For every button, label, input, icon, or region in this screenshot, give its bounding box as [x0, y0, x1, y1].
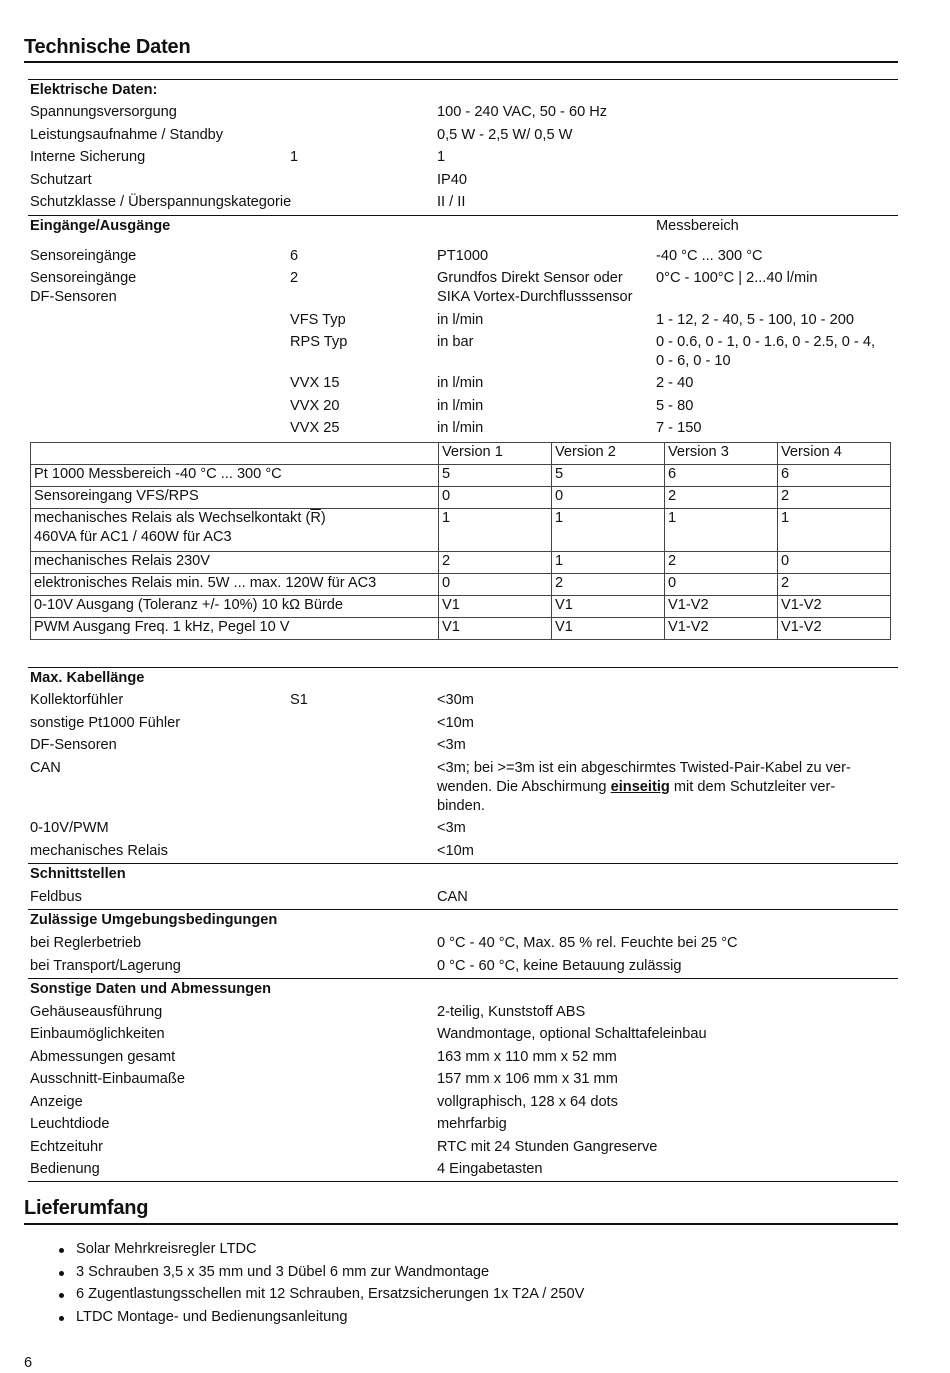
versions-table: [30, 442, 891, 640]
io-range: 0 - 0.6, 0 - 1, 0 - 1.6, 0 - 2.5, 0 - 4,: [656, 334, 876, 350]
table-cell: 1: [439, 509, 552, 552]
other-label: Gehäuseausführung: [30, 1004, 163, 1020]
title-rule: [24, 61, 898, 63]
cable-value: <10m: [437, 843, 474, 859]
io-type: in l/min: [437, 420, 484, 436]
section-header-electrical: Elektrische Daten:: [30, 82, 158, 98]
other-value: Wandmontage, optional Schalttafeleinbau: [437, 1026, 707, 1042]
page-title: Technische Daten: [24, 36, 191, 58]
cable-label: CAN: [30, 760, 61, 776]
interface-value: CAN: [437, 889, 468, 905]
io-type: in bar: [437, 334, 474, 350]
env-value: 0 °C - 40 °C, Max. 85 % rel. Feuchte bei 25 °C: [437, 935, 738, 951]
table-cell: 2: [778, 574, 891, 596]
table-row: [31, 509, 891, 552]
table-cell: 0: [778, 552, 891, 574]
cable-label: DF-Sensoren: [30, 737, 117, 753]
table-cell: 1: [665, 509, 778, 552]
table-cell: 2: [665, 552, 778, 574]
io-range: 0°C - 100°C | 2...40 l/min: [656, 270, 818, 286]
other-value: 157 mm x 106 mm x 31 mm: [437, 1071, 618, 1087]
table-cell: V1-V2: [665, 618, 778, 640]
table-cell: 5: [439, 465, 552, 487]
range-header: Messbereich: [656, 218, 739, 234]
table-cell: 6: [778, 465, 891, 487]
spec-label: Schutzart: [30, 172, 92, 188]
other-label: Leuchtdiode: [30, 1116, 110, 1132]
table-header-cell: [31, 443, 439, 465]
io-range: 5 - 80: [656, 398, 694, 414]
table-header-row: [31, 443, 891, 465]
table-cell: 1: [552, 552, 665, 574]
table-cell: 2: [665, 487, 778, 509]
spec-label: Schutzklasse / Überspannungskategorie: [30, 194, 292, 210]
cable-value: <3m: [437, 737, 466, 753]
table-row-label: mechanisches Relais 230V: [31, 552, 439, 574]
cable-label: mechanisches Relais: [30, 843, 168, 859]
io-type: Grundfos Direkt Sensor oder: [437, 270, 623, 286]
io-type-2: SIKA Vortex-Durchflusssensor: [437, 289, 633, 305]
interface-label: Feldbus: [30, 889, 82, 905]
table-cell: V1: [439, 596, 552, 618]
section-rule: [28, 1181, 898, 1182]
table-cell: 1: [778, 509, 891, 552]
io-type: in l/min: [437, 398, 484, 414]
io-range: 2 - 40: [656, 375, 694, 391]
other-label: Abmessungen gesamt: [30, 1049, 176, 1065]
section-rule: [28, 909, 898, 910]
bullet-icon: [59, 1248, 64, 1253]
spec-value: II / II: [437, 194, 466, 210]
table-cell: V1: [552, 596, 665, 618]
table-row-label: Pt 1000 Messbereich -40 °C ... 300 °C: [31, 465, 439, 487]
section-rule: [28, 978, 898, 979]
cable-label: 0-10V/PWM: [30, 820, 109, 836]
io-label-2: DF-Sensoren: [30, 289, 117, 305]
table-cell: V1-V2: [778, 618, 891, 640]
other-label: Ausschnitt-Einbaumaße: [30, 1071, 185, 1087]
cable-value: <30m: [437, 692, 474, 708]
other-value: mehrfarbig: [437, 1116, 507, 1132]
spec-value: 0,5 W - 2,5 W/ 0,5 W: [437, 127, 573, 143]
other-value: RTC mit 24 Stunden Gangreserve: [437, 1139, 658, 1155]
section-header-other: Sonstige Daten und Abmessungen: [30, 981, 272, 997]
title-rule: [24, 1223, 898, 1225]
list-item: 6 Zugentlastungsschellen mit 12 Schrauben, Ersatzsicherungen 1x T2A / 250V: [76, 1286, 585, 1302]
cable-value: <3m; bei >=3m ist ein abgeschirmtes Twisted-Pair-Kabel zu ver-: [437, 760, 851, 776]
bullet-icon: [59, 1316, 64, 1321]
io-label: Sensoreingänge: [30, 248, 137, 264]
table-row-label: elektronisches Relais min. 5W ... max. 120W für AC3: [31, 574, 439, 596]
env-label: bei Reglerbetrieb: [30, 935, 142, 951]
section-rule: [28, 215, 898, 216]
table-cell: 5: [552, 465, 665, 487]
table-row: [31, 596, 891, 618]
io-type: in l/min: [437, 375, 484, 391]
env-value: 0 °C - 60 °C, keine Betauung zulässig: [437, 958, 682, 974]
list-item: 3 Schrauben 3,5 x 35 mm und 3 Dübel 6 mm zur Wandmontage: [76, 1264, 490, 1280]
other-label: Anzeige: [30, 1094, 83, 1110]
io-label: Sensoreingänge: [30, 270, 137, 286]
other-label: Bedienung: [30, 1161, 100, 1177]
other-value: 2-teilig, Kunststoff ABS: [437, 1004, 586, 1020]
table-row-label: [31, 509, 439, 552]
io-count: VFS Typ: [290, 312, 346, 328]
table-cell: V1-V2: [778, 596, 891, 618]
cable-value-line2: [437, 778, 835, 797]
spec-value: 1: [437, 149, 446, 165]
table-cell: V1-V2: [665, 596, 778, 618]
io-count: VVX 20: [290, 398, 340, 414]
spec-label: Leistungsaufnahme / Standby: [30, 127, 224, 143]
io-count: 2: [290, 270, 299, 286]
table-header-cell: Version 1: [439, 443, 552, 465]
spec-label: Interne Sicherung: [30, 149, 146, 165]
table-row: [31, 465, 891, 487]
delivery-title: Lieferumfang: [24, 1197, 149, 1219]
spec-value: IP40: [437, 172, 468, 188]
bullet-icon: [59, 1293, 64, 1298]
io-count: VVX 25: [290, 420, 340, 436]
other-label: Echtzeituhr: [30, 1139, 104, 1155]
table-row-label: 0-10V Ausgang (Toleranz +/- 10%) 10 kΩ Bürde: [31, 596, 439, 618]
io-range: -40 °C ... 300 °C: [656, 248, 763, 264]
bullet-icon: [59, 1271, 64, 1276]
io-range-2: 0 - 6, 0 - 10: [656, 353, 731, 369]
table-header-cell: Version 2: [552, 443, 665, 465]
io-type: in l/min: [437, 312, 484, 328]
table-cell: 2: [552, 574, 665, 596]
io-range: 1 - 12, 2 - 40, 5 - 100, 10 - 200: [656, 312, 854, 328]
table-row-label: Sensoreingang VFS/RPS: [31, 487, 439, 509]
cable-value: <3m: [437, 820, 466, 836]
section-header-io: Eingänge/Ausgänge: [30, 218, 171, 234]
table-row-label: PWM Ausgang Freq. 1 kHz, Pegel 10 V: [31, 618, 439, 640]
list-item: Solar Mehrkreisregler LTDC: [76, 1241, 257, 1257]
section-header-environment: Zulässige Umgebungsbedingungen: [30, 912, 278, 928]
io-count: 6: [290, 248, 299, 264]
io-count: VVX 15: [290, 375, 340, 391]
spec-value: 100 - 240 VAC, 50 - 60 Hz: [437, 104, 608, 120]
table-cell: 0: [439, 574, 552, 596]
table-cell: 0: [439, 487, 552, 509]
env-label: bei Transport/Lagerung: [30, 958, 181, 974]
section-rule: [28, 863, 898, 864]
cable-label: Kollektorfühler: [30, 692, 124, 708]
other-value: 163 mm x 110 mm x 52 mm: [437, 1049, 617, 1065]
cable-value-text: mit dem Schutzleiter ver-: [669, 779, 836, 795]
cable-value-line3: binden.: [437, 798, 485, 814]
other-label: Einbaumöglichkeiten: [30, 1026, 165, 1042]
section-header-cable: Max. Kabellänge: [30, 670, 145, 686]
table-row-label-line1: mechanisches Relais als Wechselkontakt $(\overline{R})$: [34, 510, 326, 526]
table-cell: V1: [439, 618, 552, 640]
table-cell: 2: [439, 552, 552, 574]
table-row: [31, 487, 891, 509]
table-row: [31, 552, 891, 574]
cable-sensor: S1: [290, 692, 308, 708]
section-rule: [28, 79, 898, 80]
io-range: 7 - 150: [656, 420, 702, 436]
table-cell: 2: [778, 487, 891, 509]
list-item: LTDC Montage- und Bedienungsanleitung: [76, 1309, 348, 1325]
other-value: 4 Eingabetasten: [437, 1161, 543, 1177]
cable-value: <10m: [437, 715, 474, 731]
table-cell: V1: [552, 618, 665, 640]
spec-label: Spannungsversorgung: [30, 104, 177, 120]
emphasis-text: einseitig: [610, 779, 670, 795]
page-number: 6: [24, 1355, 33, 1371]
section-rule: [28, 667, 898, 668]
table-header-cell: Version 3: [665, 443, 778, 465]
spec-count: 1: [290, 149, 299, 165]
table-cell: 6: [665, 465, 778, 487]
section-header-interfaces: Schnittstellen: [30, 866, 126, 882]
other-value: vollgraphisch, 128 x 64 dots: [437, 1094, 618, 1110]
table-header-cell: Version 4: [778, 443, 891, 465]
table-row-label-line2: 460VA für AC1 / 460W für AC3: [34, 529, 232, 545]
cable-label: sonstige Pt1000 Fühler: [30, 715, 181, 731]
cable-value-text: wenden. Die Abschirmung: [437, 779, 611, 795]
io-type: PT1000: [437, 248, 489, 264]
table-cell: 0: [552, 487, 665, 509]
io-count: RPS Typ: [290, 334, 348, 350]
table-cell: 0: [665, 574, 778, 596]
table-row: [31, 618, 891, 640]
table-cell: 1: [552, 509, 665, 552]
table-row: [31, 574, 891, 596]
